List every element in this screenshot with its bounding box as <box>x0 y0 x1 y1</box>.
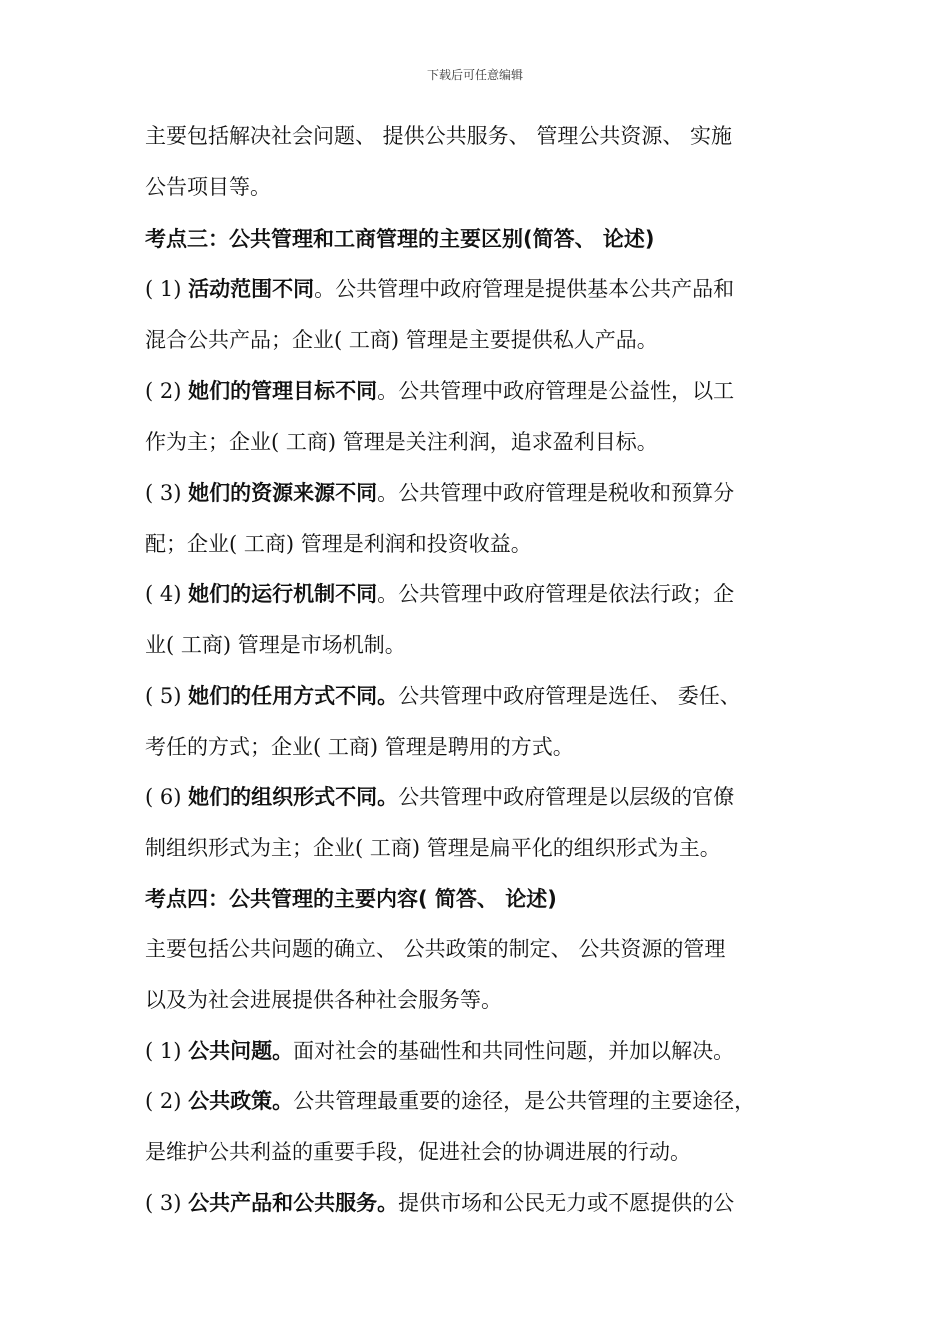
body-line: 业( 工商) 管理是市场机制。 <box>145 633 406 657</box>
list-item: ( 5) 她们的任用方式不同。公共管理中政府管理是选任、 委任、 <box>145 684 741 708</box>
page-header: 下载后可任意编辑 <box>426 68 523 82</box>
body-line: 主要包括公共问题的确立、 公共政策的制定、 公共资源的管理 <box>145 937 726 961</box>
list-item: ( 6) 她们的组织形式不同。公共管理中政府管理是以层级的官僚 <box>145 785 735 809</box>
list-item: ( 3) 公共产品和公共服务。提供市场和公民无力或不愿提供的公 <box>145 1191 735 1215</box>
body-line: 混合公共产品；企业( 工商) 管理是主要提供私人产品。 <box>145 328 658 352</box>
list-item: ( 3) 她们的资源来源不同。公共管理中政府管理是税收和预算分 <box>145 481 735 505</box>
body-line: 作为主；企业( 工商) 管理是关注利润，追求盈利目标。 <box>145 430 658 454</box>
body-line: 配；企业( 工商) 管理是利润和投资收益。 <box>145 532 532 556</box>
section-heading: 考点四：公共管理的主要内容( 简答、 论述) <box>145 887 557 911</box>
body-line: 是维护公共利益的重要手段，促进社会的协调进展的行动。 <box>145 1140 691 1164</box>
list-item: ( 1) 公共问题。面对社会的基础性和共同性问题，并加以解决。 <box>145 1039 735 1063</box>
list-item: ( 1) 活动范围不同。公共管理中政府管理是提供基本公共产品和 <box>145 277 735 301</box>
list-item: ( 2) 她们的管理目标不同。公共管理中政府管理是公益性，以工 <box>145 379 735 403</box>
body-line: 制组织形式为主；企业( 工商) 管理是扁平化的组织形式为主。 <box>145 836 721 860</box>
section-heading: 考点三：公共管理和工商管理的主要区别(简答、 论述) <box>145 227 655 251</box>
list-item: ( 2) 公共政策。公共管理最重要的途径，是公共管理的主要途径， <box>145 1089 756 1113</box>
body-line: 主要包括解决社会问题、 提供公共服务、 管理公共资源、 实施 <box>145 124 733 148</box>
list-item: ( 4) 她们的运行机制不同。公共管理中政府管理是依法行政；企 <box>145 582 735 606</box>
body-line: 公告项目等。 <box>145 175 271 199</box>
body-line: 以及为社会进展提供各种社会服务等。 <box>145 988 502 1012</box>
body-line: 考任的方式；企业( 工商) 管理是聘用的方式。 <box>145 735 574 759</box>
